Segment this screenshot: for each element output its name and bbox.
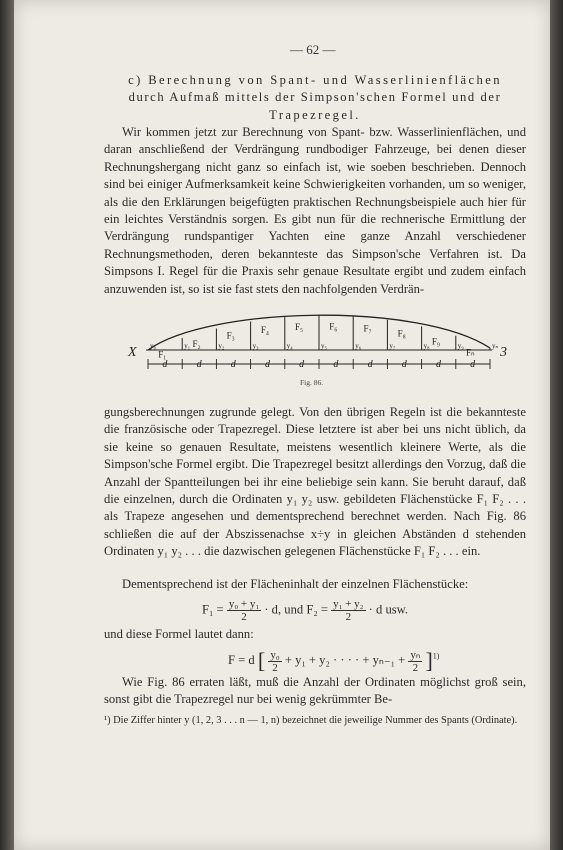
spacing-label: d (299, 359, 305, 370)
ordinate-label: yₙ (492, 342, 499, 350)
formula-f2-denominator: 2 (345, 611, 352, 623)
area-label: F₄ (260, 324, 270, 335)
paragraph-3: Dementsprechend ist der Flächeninhalt der einzelnen Flächenstücke: (122, 577, 469, 591)
formula-f1-fraction (227, 598, 261, 623)
formula-f1-tail: · d, und F₂ = (264, 602, 328, 617)
formula-f2-fraction (331, 598, 365, 623)
area-label: F₅ (295, 321, 304, 332)
ordinate-label: y₄ (286, 342, 293, 350)
formula-total-first-numerator: y₀ (270, 648, 280, 661)
footnote: ¹) Die Ziffer hinter y (1, 2, 3 . . . n — 1, n) bezeichnet die jeweilige Nummer des Spants (Ordinate). (104, 715, 518, 726)
spacing-label: d (162, 359, 168, 370)
area-label: F₉ (431, 336, 441, 347)
axis-label-right: 3 (500, 345, 507, 360)
spacing-label: d (435, 359, 441, 370)
ordinate-label: y₆ (355, 342, 362, 350)
area-label: F₈ (397, 328, 406, 339)
spacing-label: d (264, 359, 270, 370)
ordinate-label: y₁ (184, 342, 191, 350)
formula-f2-numerator: y₁ + y₂ (333, 598, 364, 610)
formula-total-first-fraction (268, 649, 281, 674)
area-label: F₆ (329, 321, 338, 332)
area-label: F₇ (363, 323, 372, 334)
formula-total-middle: + y₁ + y₂ · · · · + yₙ₋₁ + (284, 652, 406, 667)
footnote-marker: 1) (432, 651, 440, 661)
formula-total-last-numerator: yₙ (410, 648, 421, 661)
ordinate-label: y₉ (457, 342, 464, 350)
formula-f1-numerator: y₀ + y₁ (228, 598, 260, 610)
formula-trapez-pieces (202, 598, 408, 623)
ordinate-label: y₇ (389, 342, 396, 350)
bracket-left: [ (257, 648, 266, 673)
paragraph-1: Wir kommen jetzt zur Berechnung von Spant- bzw. Wasserlinienflächen, und daran anschließend der Verdrängung rundbodiger Fahrzeuge, bei denen dieser Rechnungshergang nicht ganz so einfach ist, wie soeben beschrieben. Dennoch sind bei einiger Aufmerksamkeit keine Schwierigkeiten vorhanden, um so weniger, als die den Erklärungen beigefügten praktischen Rechnungsbeispiele auch hier für ein leichtes Verständnis sorgen. Es gibt nun für die rechnerische Ermittlung der Verdrängung rundspantiger Yachten eine ganze Anzahl verschiedener Rechnungsmethoden, deren bekannteste das Simpson'sche Verfahren ist. Da Simpsons I. Regel für die Praxis sehr genaue Resultate ergibt und zudem einfach anzuwenden ist, so ist sie fast stets den nachfolgenden Verdrän- (104, 125, 526, 296)
formula-f1-lhs: F₁ = (202, 602, 224, 617)
formula-total-first-denominator: 2 (272, 661, 278, 674)
spacing-label: d (333, 359, 339, 370)
axis-label-x: X (128, 345, 137, 360)
spacing-label: d (230, 359, 236, 370)
formula-total-lhs: F = d (228, 652, 255, 667)
heading-line-2: durch Aufmaß mittels der Simpson'schen Formel und der (128, 90, 502, 105)
ordinate-label: y₀ (150, 342, 156, 350)
ordinate-label: y₂ (218, 342, 225, 350)
paragraph-2: gungsberechnungen zugrunde gelegt. Von den übrigen Regeln ist die bekannteste die französische oder Trapezregel. Diese letztere ist aber bei uns nicht üblich, da sie keine so genauen Resultate, meistens wesentlich kleinere Werte, als die Simpson'sche Formel ergibt. Die Trapezregel besitzt allerdings den Vorzug, daß die Anzahl der Spantteilungen bei ihr eine beliebige sein kann. Sie beruht darauf, daß die einzelnen, durch die Ordinaten y₁ y₂ usw. gebildeten Flächenstücke F₁ F₂ . . . als Trapeze angesehen und dementsprechend berechnet werden. Nach Fig. 86 schließen die auf der Abszissenachse x÷y in gleichen Abständen d stehenden Ordinaten y₁ y₂ . . . die dazwischen gelegenen Flächenstücke F₁ F₂ . . . ein. (104, 405, 526, 559)
area-label: F₂ (192, 338, 201, 349)
formula-total-last-fraction (408, 649, 422, 674)
book-gutter-shadow (0, 0, 14, 850)
ordinate-label: y₅ (321, 342, 327, 350)
figure-caption: Fig. 86. (300, 378, 324, 387)
heading-line-1: c) Berechnung von Spant- und Wasserlinienflächen (128, 73, 502, 87)
spacing-label: d (470, 359, 476, 370)
paragraph-5: Wie Fig. 86 erraten läßt, muß die Anzahl der Ordinaten möglichst groß sein, sonst gibt die Trapezregel nur bei wenig gekrümmter Be- (104, 675, 526, 707)
formula-f2-tail: · d usw. (368, 602, 409, 617)
section-heading (104, 72, 526, 124)
formula-f1-denominator: 2 (241, 611, 247, 623)
ordinate-label: y₈ (423, 342, 430, 350)
bracket-right: ] (425, 648, 433, 673)
area-label: F₁ (158, 349, 167, 360)
spacing-label: d (196, 359, 202, 370)
area-label: Fₙ (466, 347, 475, 358)
page-number: — 62 — (290, 42, 336, 57)
figure-86-diagram (120, 298, 520, 376)
area-label: F₃ (226, 330, 235, 341)
ordinate-label: y₃ (252, 342, 259, 350)
heading-line-3: Trapezregel. (269, 107, 361, 122)
paragraph-4: und diese Formel lautet dann: (104, 627, 254, 641)
formula-trapez-total (228, 648, 439, 674)
spacing-label: d (401, 359, 407, 370)
spacing-label: d (367, 359, 373, 370)
formula-total-last-denominator: 2 (412, 661, 419, 674)
page-edge-shadow (550, 0, 563, 850)
